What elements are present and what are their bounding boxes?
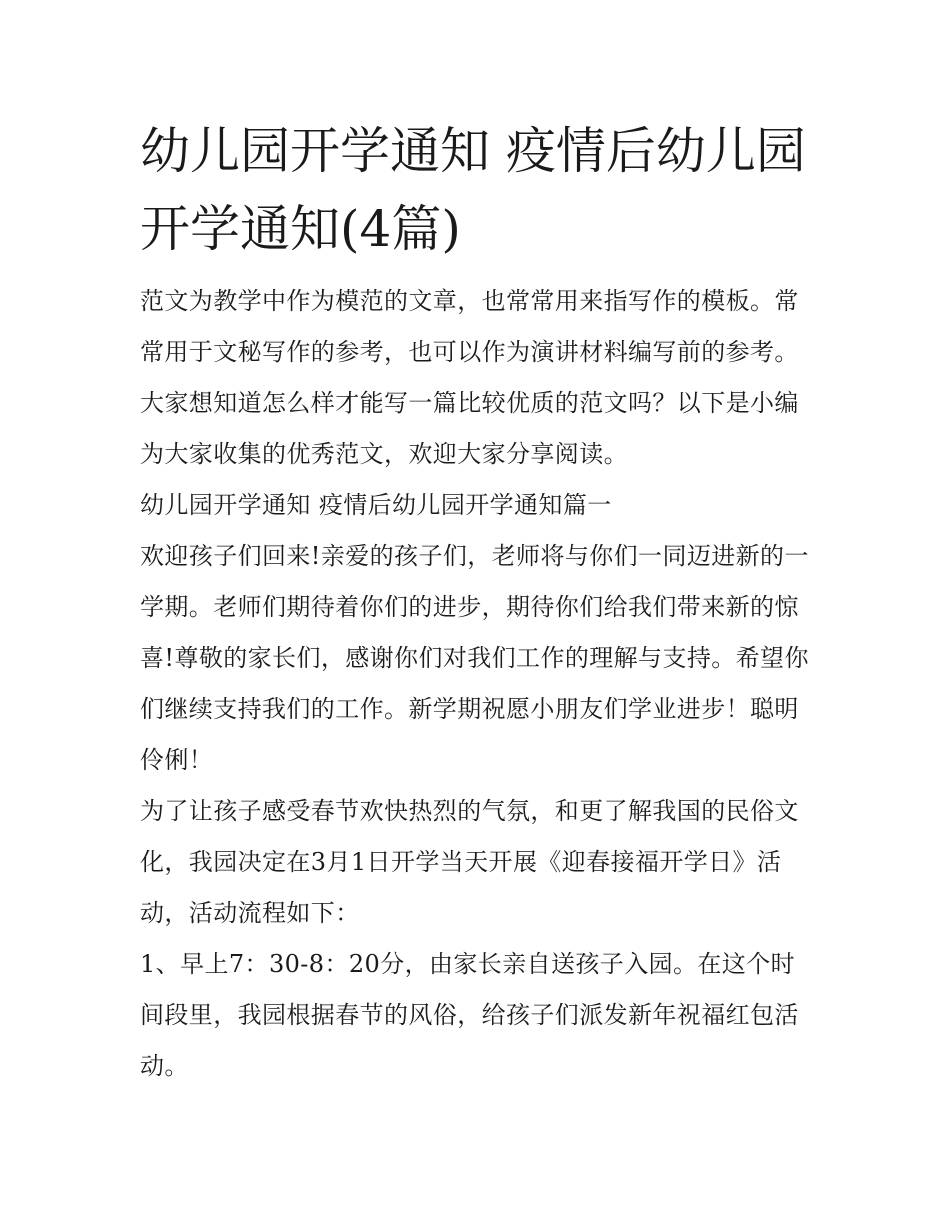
activity-intro-paragraph: 为了让孩子感受春节欢快热烈的气氛，和更了解我国的民俗文化，我园决定在3月1日开学当天开展《迎春接福开学日》活动，活动流程如下： [140, 797, 799, 927]
document-title: 幼儿园开学通知 疫情后幼儿园开学通知(4篇) [140, 122, 806, 258]
intro-paragraph: 范文为教学中作为模范的文章，也常常用来指写作的模板。常常用于文秘写作的参考，也可以作为演讲材料编写前的参考。大家想知道怎么样才能写一篇比较优质的范文吗？以下是小编为大家收集的优秀范文，欢迎大家分享阅读。 [140, 287, 799, 468]
section-heading: 幼儿园开学通知 疫情后幼儿园开学通知篇一 [140, 491, 612, 519]
activity-step-paragraph: 1、早上7：30-8：20分，由家长亲自送孩子入园。在这个时间段里，我园根据春节的风俗，给孩子们派发新年祝福红包活动。 [140, 950, 799, 1080]
document-body [140, 276, 812, 1092]
welcome-paragraph: 欢迎孩子们回来!亲爱的孩子们，老师将与你们一同迈进新的一学期。老师们期待着你们的进步，期待你们给我们带来新的惊喜!尊敬的家长们，感谢你们对我们工作的理解与支持。希望你们继续支持我们的工作。新学期祝愿小朋友们学业进步！聪明伶俐！ [140, 542, 809, 774]
